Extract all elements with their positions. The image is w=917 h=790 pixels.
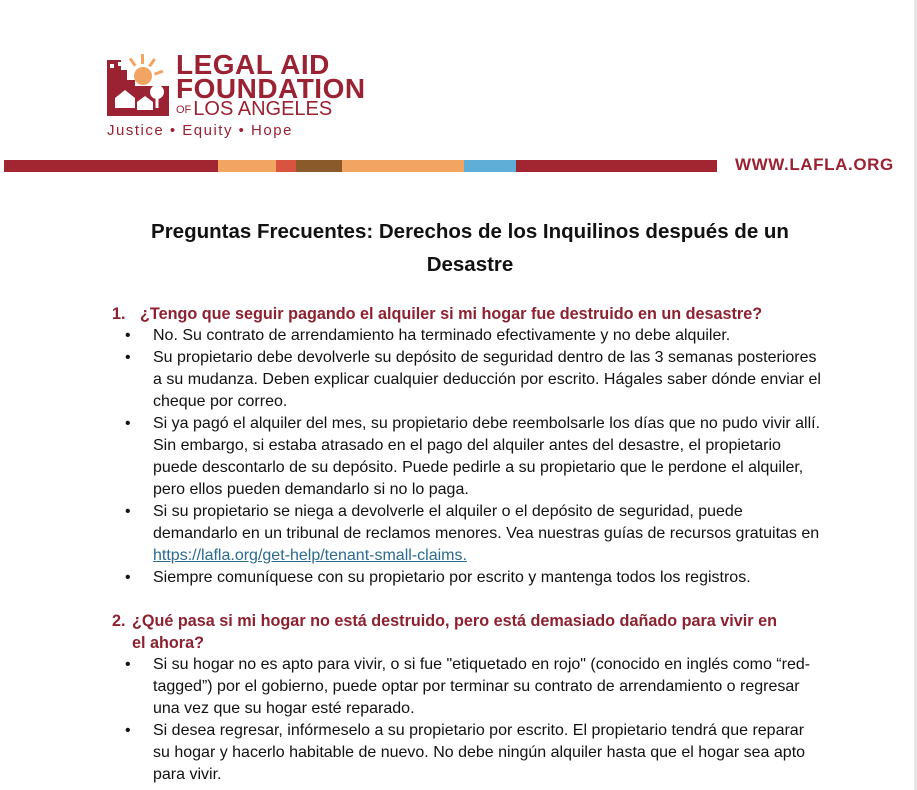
bullet-glyph: • bbox=[125, 327, 131, 344]
document-title: Preguntas Frecuentes: Derechos de los Inquilinos después de un Desastre bbox=[151, 220, 789, 276]
bullet-glyph: • bbox=[125, 349, 131, 366]
bullet-glyph: • bbox=[125, 722, 131, 739]
stripe-segment-orange bbox=[218, 160, 276, 172]
stripe-segment-blue bbox=[464, 160, 516, 172]
question-text: ¿Tengo que seguir pagando el alquiler si mi hogar fue destruido en un desastre? bbox=[140, 305, 763, 323]
question-1-bullets bbox=[125, 325, 825, 589]
bullet-text: Si desea regresar, infórmeselo a su propietario por escrito. El propietario tendrá que reparar su hogar y hacerlo habitable de nuevo. No debe ningún alquiler hasta que el hogar sea apto para vivir. bbox=[153, 722, 806, 783]
list-item bbox=[125, 654, 825, 720]
question-text: ¿Qué pasa si mi hogar no está destruido, pero está demasiado dañado para vivir en el ahora? bbox=[132, 612, 777, 652]
logo-tagline: Justice • Equity • Hope bbox=[107, 122, 293, 139]
bullet-text: Si ya pagó el alquiler del mes, su propietario debe reembolsarle los días que no pudo vivir allí. Sin embargo, si estaba atrasado en el pago del alquiler antes del desastre, el propietario puede descontarlo de su depósito. Puede pedirle a su propietario que le perdone el alquiler, pero ellos pueden demandarlo si no lo paga. bbox=[153, 415, 821, 498]
logo-text-legal-aid: LEGAL AID bbox=[176, 49, 330, 80]
list-item bbox=[125, 347, 825, 413]
logo-text-of: OF bbox=[176, 104, 192, 116]
list-item bbox=[125, 325, 825, 347]
bullet-text: Siempre comuníquese con su propietario por escrito y mantenga todos los registros. bbox=[153, 569, 751, 586]
lafla-logo-icon bbox=[107, 52, 169, 116]
list-item bbox=[125, 413, 825, 501]
bullet-glyph: • bbox=[125, 503, 131, 520]
stripe-segment-orange-2 bbox=[342, 160, 464, 172]
bullet-glyph: • bbox=[125, 415, 131, 432]
bullet-text: Su propietario debe devolverle su depósito de seguridad dentro de las 3 semanas posteriores a su mudanza. Deben explicar cualquier deducción por escrito. Hágales saber dónde enviar el cheque por correo. bbox=[153, 349, 821, 410]
bullet-text: Si su hogar no es apto para vivir, o si fue "etiquetado en rojo" (conocido en inglés como “red-tagged”) por el gobierno, puede optar por terminar su contrato de arrendamiento o regresar una vez que su hogar esté reparado. bbox=[153, 656, 811, 717]
stripe-segment-red-2 bbox=[516, 160, 717, 172]
website-url[interactable]: WWW.LAFLA.ORG bbox=[735, 155, 894, 174]
stripe-segment-red bbox=[4, 160, 218, 172]
logo-text-los-angeles bbox=[176, 98, 332, 121]
question-number: 2. bbox=[112, 612, 126, 630]
stripe-segment-coral bbox=[276, 160, 296, 172]
logo-text-foundation: FOUNDATION bbox=[176, 73, 366, 104]
list-item bbox=[125, 720, 825, 786]
bullet-glyph: • bbox=[125, 656, 131, 673]
question-2-bullets bbox=[125, 654, 825, 786]
bullet-text: No. Su contrato de arrendamiento ha terminado efectivamente y no debe alquiler. bbox=[153, 327, 731, 344]
small-claims-link[interactable]: https://lafla.org/get-help/tenant-small-claims. bbox=[153, 547, 467, 564]
bullet-glyph: • bbox=[125, 569, 131, 586]
stripe-segment-brown bbox=[296, 160, 342, 172]
list-item bbox=[125, 567, 825, 589]
list-item bbox=[125, 501, 825, 567]
logo-text-city: LOS ANGELES bbox=[193, 98, 333, 120]
question-number: 1. bbox=[112, 305, 126, 323]
bullet-text: Si su propietario se niega a devolverle el alquiler o el depósito de seguridad, puede demandarlo en un tribunal de reclamos menores. Vea nuestras guías de recursos gratuitas en bbox=[153, 503, 820, 542]
